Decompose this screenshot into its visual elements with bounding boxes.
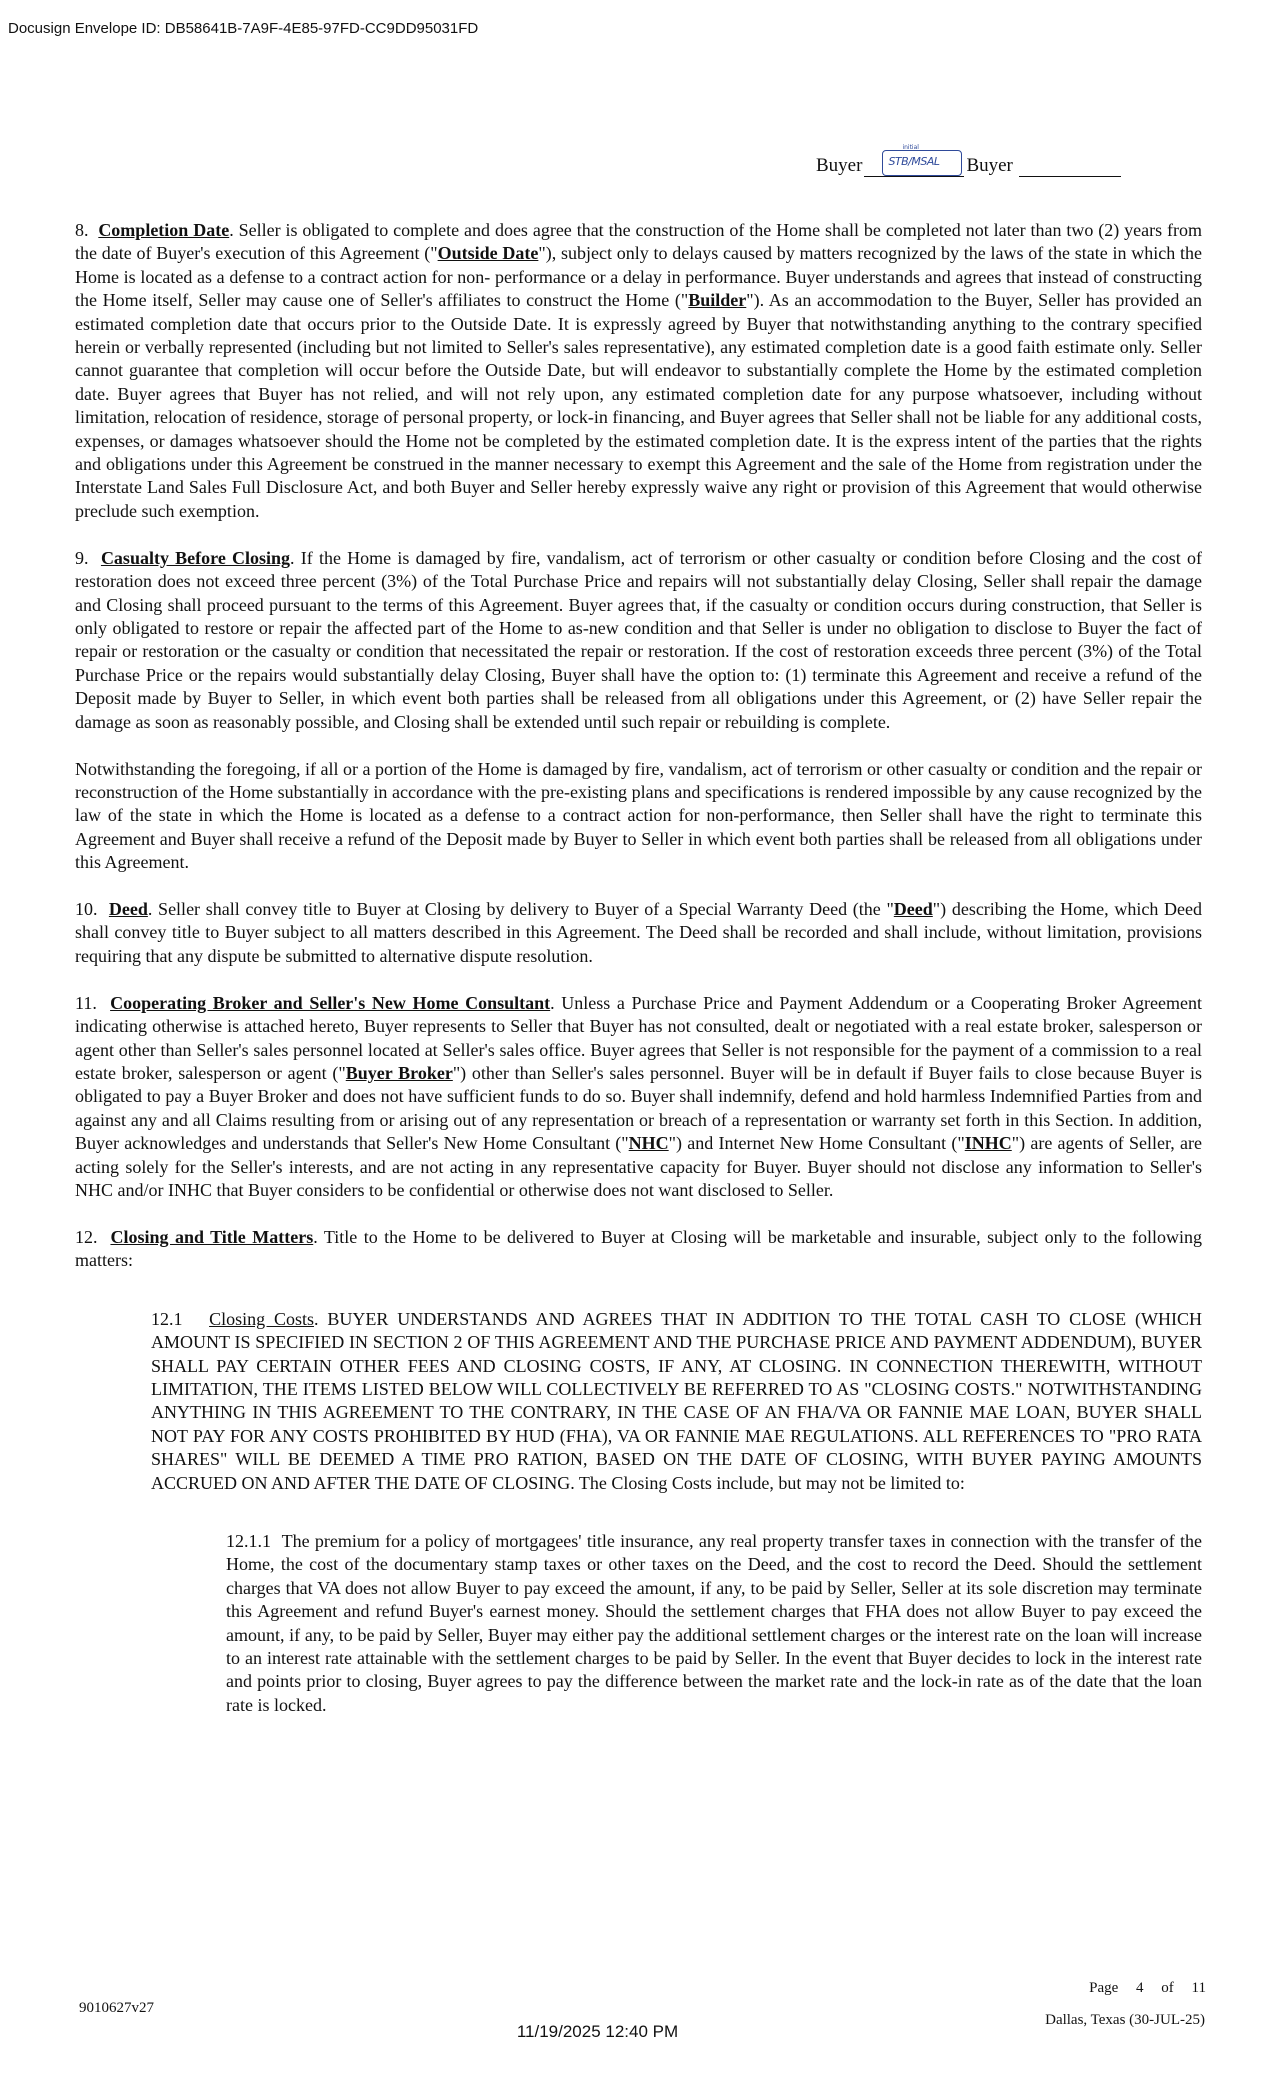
section-8 bbox=[75, 219, 1202, 523]
section-number: 10. bbox=[75, 899, 98, 920]
defined-term: Buyer Broker bbox=[345, 1063, 453, 1083]
buyer-label-1: Buyer bbox=[816, 155, 863, 176]
section-12 bbox=[75, 1226, 1202, 1273]
section-text: ") describing the Home, which Deed shall convey title to Buyer subject to all matters described in this Agreement. The Deed shall be recorded and shall include, without limitation, provisions requiring that any dispute be submitted to alternative dispute resolution. bbox=[75, 899, 1202, 966]
page-current: 4 bbox=[1136, 1980, 1144, 1996]
signature-initials: STB/MSAL bbox=[888, 155, 940, 168]
section-9 bbox=[75, 547, 1202, 734]
envelope-id: Docusign Envelope ID: DB58641B-7A9F-4E85-97FD-CC9DD95031FD bbox=[8, 20, 479, 37]
page-of-label: of bbox=[1161, 1980, 1174, 1996]
section-number: 12.1 bbox=[151, 1308, 183, 1329]
defined-term: Deed bbox=[893, 899, 933, 920]
section-text: ") and Internet New Home Consultant (" bbox=[668, 1133, 965, 1154]
section-text: . Seller shall convey title to Buyer at Closing by delivery to Buyer of a Special Warranty Deed (the " bbox=[147, 899, 894, 920]
section-text: . If the Home is damaged by fire, vandalism, act of terrorism or other casualty or condition before Closing and the cost of restoration does not exceed three percent (3%) of the Total Purchase Price and repairs will not substantially delay Closing, Seller shall repair the damage and Closing shall proceed pursuant to the terms of this Agreement. Buyer agrees that, if the casualty or condition occurs during construction, that Seller is only obligated to restore or repair the affected part of the Home to as-new condition and that Seller is under no obligation to disclose to Buyer the fact of repair or restoration or the casualty or condition that necessitated the repair or restoration. If the cost of restoration exceeds three percent (3%) of the Total Purchase Price or the repairs would substantially delay Closing, Buyer shall have the option to: (1) terminate this Agreement and receive a refund of the Deposit made by Buyer to Seller, in which event both parties shall be released from all obligations under this Agreement, or (2) have Seller repair the damage as soon as reasonably possible, and Closing shall be extended until such repair or rebuilding is complete. bbox=[75, 547, 1203, 732]
defined-term: Outside Date bbox=[437, 243, 539, 264]
section-number: 12. bbox=[75, 1226, 98, 1247]
section-number: 8. bbox=[75, 220, 89, 240]
section-title: Completion Date bbox=[98, 220, 230, 240]
section-text: . Seller is obligated to complete and does agree that the construction of the Home shall be completed not later than two (2) years from the date of Buyer's execution of this Agreement (" bbox=[75, 220, 1203, 264]
signature-tag: initial bbox=[902, 144, 919, 151]
section-title: Closing and Title Matters bbox=[110, 1226, 314, 1247]
section-9-paragraph-2: Notwithstanding the foregoing, if all or a portion of the Home is damaged by fire, vandalism, act of terrorism or other casualty or condition and the repair or reconstruction of the Home substantially in accordance with the pre-existing plans and specifications is rendered impossible by any cause recognized by the law of the state in which the Home is located as a defense to a contract action for non-performance, then Seller shall have the right to terminate this Agreement and Buyer shall receive a refund of the Deposit made by Buyer to Seller in which event both parties shall be released from all obligations under this Agreement. bbox=[75, 758, 1202, 873]
section-title: Deed bbox=[108, 899, 148, 920]
section-text: "), subject only to delays caused by matters recognized by the laws of the state in which the Home is located as a defense to a contract action for non- performance or a delay in performance. Buyer understands and agrees that instead of constructing the Home itself, Seller may cause one of Seller's affiliates to construct the Home (" bbox=[75, 243, 1203, 311]
defined-term: INHC bbox=[964, 1133, 1012, 1154]
defined-term: NHC bbox=[628, 1133, 669, 1154]
section-number: 11. bbox=[75, 992, 97, 1013]
document-location: Dallas, Texas (30-JUL-25) bbox=[1045, 2012, 1205, 2028]
page-label: Page bbox=[1089, 1980, 1119, 1996]
section-text: "). As an accommodation to the Buyer, Seller has provided an estimated completion date that occurs prior to the Outside Date. It is expressly agreed by Buyer that notwithstanding anything to the contrary specified herein or verbally represented (including but not limited to Seller's sales representative), any estimated completion date is a good faith estimate only. Seller cannot guarantee that completion will occur before the Outside Date, but will endeavor to substantially complete the Home by the estimated completion date. Buyer agrees that Buyer has not relied, and will not rely upon, any estimated completion date for any purpose whatsoever, including without limitation, relocation of residence, storage of personal property, or lock-in financing, and Buyer agrees that Seller shall not be liable for any additional costs, expenses, or damages whatsoever should the Home not be completed by the estimated completion date. It is the express intent of the parties that the rights and obligations under this Agreement be construed in the manner necessary to exempt this Agreement and the sale of the Home from registration under the Interstate Land Sales Full Disclosure Act, and both Buyer and Seller hereby expressly waive any right or provision of this Agreement that would otherwise preclude such exemption. bbox=[75, 290, 1203, 521]
section-text: ") are agents of Seller, are acting solely for the Seller's interests, and are not acting in any representative capacity for Buyer. Buyer should not disclose any information to Seller's NHC and/or INHC that Buyer considers to be confidential or otherwise does not want disclosed to Seller. bbox=[75, 1133, 1202, 1201]
buyer-initials-blank[interactable] bbox=[1019, 158, 1121, 177]
section-11 bbox=[75, 992, 1202, 1203]
section-text: . BUYER UNDERSTANDS AND AGREES THAT IN ADDITION TO THE TOTAL CASH TO CLOSE (WHICH AMOUNT IS SPECIFIED IN SECTION 2 OF THIS AGREEMENT AND THE PURCHASE PRICE AND PAYMENT ADDENDUM), BUYER SHALL PAY CERTAIN OTHER FEES AND CLOSING COSTS, IF ANY, AT CLOSING. IN CONNECTION THEREWITH, WITHOUT LIMITATION, THE ITEMS LISTED BELOW WILL COLLECTIVELY BE REFERRED TO AS "CLOSING COSTS." NOTWITHSTANDING ANYTHING IN THIS AGREEMENT TO THE CONTRARY, IN THE CASE OF AN FHA/VA OR FANNIE MAE LOAN, BUYER SHALL NOT PAY FOR ANY COSTS PROHIBITED BY HUD (FHA), VA OR FANNIE MAE REGULATIONS. ALL REFERENCES TO "PRO RATA SHARES" WILL BE DEEMED A TIME PRO RATION, BASED ON THE DATE OF CLOSING, WITH BUYER PAYING AMOUNTS ACCRUED ON AND AFTER THE DATE OF CLOSING. The Closing Costs include, but may not be limited to: bbox=[151, 1308, 1202, 1493]
document-body bbox=[75, 219, 1202, 1741]
section-number: 9. bbox=[75, 547, 89, 568]
section-title: Closing Costs bbox=[209, 1308, 314, 1329]
page-total: 11 bbox=[1191, 1980, 1206, 1996]
section-12-1-1 bbox=[226, 1530, 1202, 1717]
section-title: Cooperating Broker and Seller's New Home Consultant bbox=[110, 992, 551, 1013]
defined-term: Builder bbox=[688, 290, 747, 311]
section-text: . Unless a Purchase Price and Payment Addendum or a Cooperating Broker Agreement indicating otherwise is attached hereto, Buyer represents to Seller that Buyer has not consulted, dealt or negotiated with a real estate broker, salesperson or agent other than Seller's sales personnel located at Seller's sales office. Buyer agrees that Seller is not responsible for the payment of a commission to a real estate broker, salesperson or agent (" bbox=[75, 992, 1202, 1083]
section-text: The premium for a policy of mortgagees' title insurance, any real property transfer taxes in connection with the transfer of the Home, the cost of the documentary stamp taxes or other taxes on the Deed, and the cost to record the Deed. Should the settlement charges that VA does not allow Buyer to pay exceed the amount, if any, to be paid by Seller, Seller at its sole discretion may terminate this Agreement and refund Buyer's earnest money. Should the settlement charges that FHA does not allow Buyer to pay exceed the amount, if any, to be paid by Seller, Buyer may either pay the additional settlement charges or the interest rate on the loan will increase to an interest rate attainable with the settlement charges to be paid by Seller. In the event that Buyer decides to lock in the interest rate and points prior to closing, Buyer agrees to pay the difference between the market rate and the lock-in rate as of the date that the loan rate is locked. bbox=[226, 1531, 1203, 1715]
section-title: Casualty Before Closing bbox=[100, 547, 291, 568]
page-number bbox=[1089, 1980, 1206, 1997]
section-10 bbox=[75, 898, 1202, 968]
initials-row bbox=[816, 144, 1121, 177]
timestamp: 11/19/2025 12:40 PM bbox=[516, 2022, 679, 2041]
buyer-initials-signature[interactable] bbox=[864, 144, 964, 177]
section-text: ") other than Seller's sales personnel. Buyer will be in default if Buyer fails to close because Buyer is obligated to pay a Buyer Broker and does not have sufficient funds to do so. Buyer shall indemnify, defend and hold harmless Indemnified Parties from and against any and all Claims resulting from or arising out of any representation or breach of a representation or warranty set forth in this Section. In addition, Buyer acknowledges and understands that Seller's New Home Consultant (" bbox=[75, 1063, 1203, 1154]
section-text: . Title to the Home to be delivered to Buyer at Closing will be marketable and insurable, subject only to the following matters: bbox=[75, 1226, 1202, 1271]
document-code: 9010627v27 bbox=[79, 2000, 154, 2016]
section-12-1 bbox=[151, 1308, 1202, 1495]
section-number: 12.1.1 bbox=[226, 1531, 271, 1551]
buyer-label-2: Buyer bbox=[966, 155, 1013, 176]
